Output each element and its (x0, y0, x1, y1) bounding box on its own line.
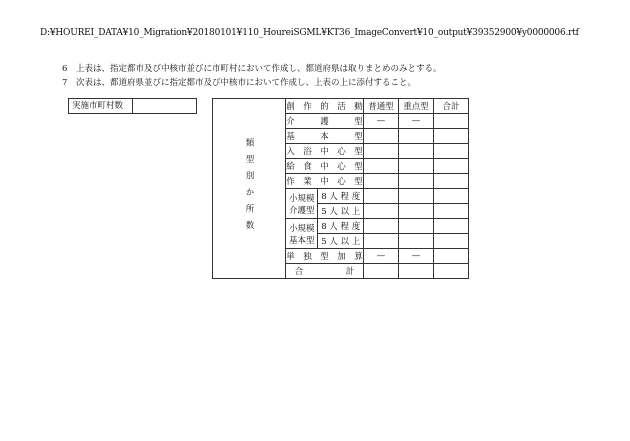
side-label-cell (213, 99, 286, 279)
cell-tandoku-normal: — (364, 249, 399, 264)
note-number: 6 (62, 64, 68, 74)
row-label-nyuyoku: 入 浴 中 心 型 (286, 144, 364, 159)
row-label-kyushoku: 給 食 中 心 型 (286, 159, 364, 174)
cell-total-total (434, 264, 469, 279)
cell-nyuyoku-total (434, 144, 469, 159)
cell-small-kaigo-8-total (434, 189, 469, 204)
group-label-small-kihon: 小規模基本型 (286, 219, 318, 249)
row-label-kaigo: 介 護 型 (286, 114, 364, 129)
cell-total-priority (399, 264, 434, 279)
note-text: 上表は、指定都市及び中核市並びに市町村において作成し、都道府県は取りまとめのみとする。 (76, 64, 442, 74)
header-total: 合計 (434, 99, 469, 114)
row-label-sagyo: 作 業 中 心 型 (286, 174, 364, 189)
cell-small-kaigo-5-total (434, 204, 469, 219)
cell-kyushoku-normal (364, 159, 399, 174)
municipality-count-value (133, 98, 197, 114)
cell-sagyo-normal (364, 174, 399, 189)
header-priority: 重点型 (399, 99, 434, 114)
cell-sagyo-total (434, 174, 469, 189)
note-text: 次表は、都道府県並びに指定都市及び中核市において作成し、上表の上に添付すること。 (76, 78, 417, 88)
note-item-6 (62, 62, 442, 74)
sub-label-small-kaigo-5: 5 人 以 上 (318, 204, 364, 219)
cell-small-kaigo-8-priority (399, 189, 434, 204)
file-path: D:¥HOUREI_DATA¥10_Migration¥20180101¥110_HoureiSGML¥KT36_ImageConvert¥10_output¥39352900¥y0000006.rtf (40, 28, 579, 38)
row-label-total: 合 計 (286, 264, 364, 279)
cell-kaigo-priority: — (399, 114, 434, 129)
cell-small-kihon-8-priority (399, 219, 434, 234)
cell-total-normal (364, 264, 399, 279)
cell-kaigo-normal: — (364, 114, 399, 129)
sub-label-small-kihon-5: 5 人 以 上 (318, 234, 364, 249)
municipality-count-label: 実施市町村数 (68, 98, 133, 114)
cell-small-kihon-5-normal (364, 234, 399, 249)
sub-label-small-kaigo-8: 8 人 程 度 (318, 189, 364, 204)
group-label-small-kaigo: 小規模介護型 (286, 189, 318, 219)
sub-label-small-kihon-8: 8 人 程 度 (318, 219, 364, 234)
cell-kyushoku-priority (399, 159, 434, 174)
cell-kaigo-total (434, 114, 469, 129)
header-activity: 創 作 的 活 動 (286, 99, 364, 114)
cell-tandoku-total (434, 249, 469, 264)
cell-nyuyoku-priority (399, 144, 434, 159)
cell-small-kihon-5-priority (399, 234, 434, 249)
side-label: 類型別か所数 (244, 137, 254, 237)
cell-kihon-normal (364, 129, 399, 144)
cell-kyushoku-total (434, 159, 469, 174)
cell-small-kaigo-5-normal (364, 204, 399, 219)
cell-small-kihon-8-normal (364, 219, 399, 234)
cell-nyuyoku-normal (364, 144, 399, 159)
note-number: 7 (62, 78, 68, 88)
note-item-7 (62, 76, 416, 88)
facility-type-table (212, 98, 469, 279)
table-header-row (213, 99, 469, 114)
cell-sagyo-priority (399, 174, 434, 189)
header-normal: 普通型 (364, 99, 399, 114)
row-label-tandoku: 単 独 型 加 算 (286, 249, 364, 264)
cell-kihon-total (434, 129, 469, 144)
row-label-kihon: 基 本 型 (286, 129, 364, 144)
cell-small-kaigo-8-normal (364, 189, 399, 204)
cell-small-kaigo-5-priority (399, 204, 434, 219)
cell-small-kihon-8-total (434, 219, 469, 234)
cell-tandoku-priority: — (399, 249, 434, 264)
cell-small-kihon-5-total (434, 234, 469, 249)
cell-kihon-priority (399, 129, 434, 144)
